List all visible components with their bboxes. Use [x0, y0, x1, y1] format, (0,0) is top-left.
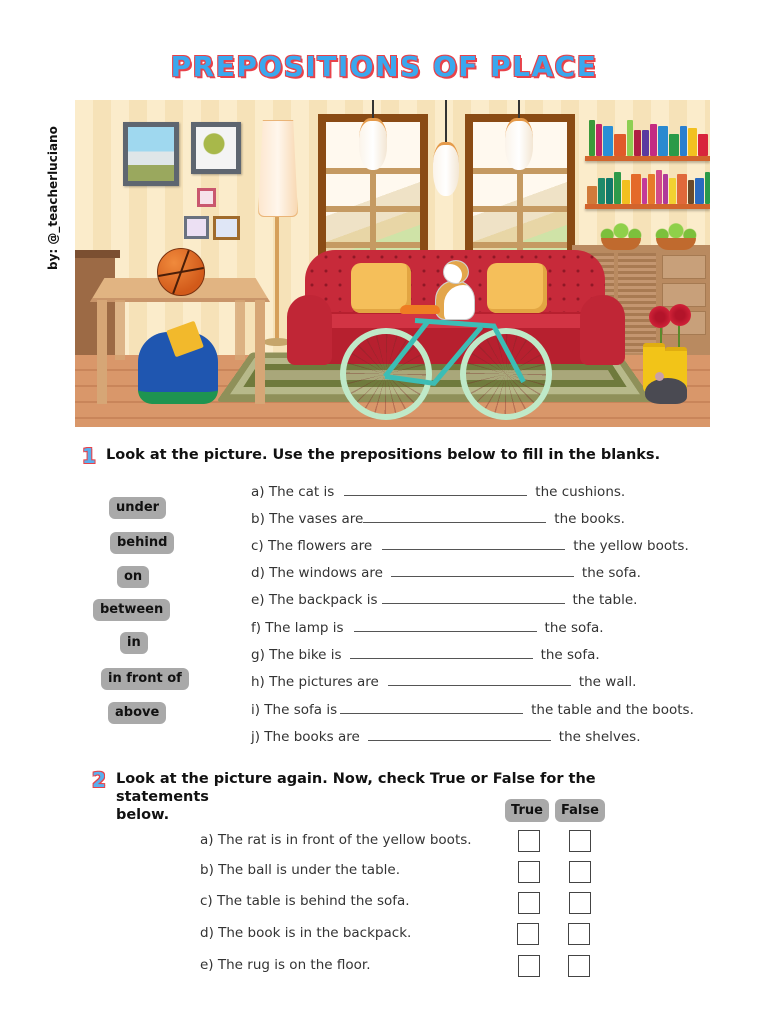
- true-checkbox-b[interactable]: [518, 861, 540, 883]
- false-checkbox-b[interactable]: [569, 861, 591, 883]
- bookshelf-top: [587, 118, 710, 156]
- living-room-illustration: [75, 100, 710, 427]
- sentence-text: a) The cat is: [251, 484, 335, 500]
- statement-d: d) The book is in the backpack.: [200, 925, 412, 941]
- answer-blank[interactable]: [354, 620, 537, 632]
- exercise-1-header: [82, 446, 660, 466]
- exercise-1-instruction: Look at the picture. Use the prepositions below to fill in the blanks.: [106, 447, 661, 463]
- false-column-header: False: [555, 799, 605, 822]
- sentence-text: g) The bike is: [251, 647, 342, 663]
- word-chip-behind[interactable]: behind: [110, 532, 174, 554]
- pendant-lamp-left: [359, 118, 387, 170]
- false-checkbox-e[interactable]: [568, 955, 590, 977]
- answer-blank[interactable]: [368, 729, 551, 741]
- sentence-text: the sofa.: [581, 565, 641, 581]
- true-checkbox-e[interactable]: [518, 955, 540, 977]
- false-checkbox-a[interactable]: [569, 830, 591, 852]
- answer-blank[interactable]: [388, 674, 571, 686]
- bike-wheel-front: [460, 328, 552, 420]
- word-chip-in-front-of[interactable]: in front of: [101, 668, 189, 690]
- answer-blank[interactable]: [363, 511, 546, 523]
- true-checkbox-a[interactable]: [518, 830, 540, 852]
- statement-a: a) The rat is in front of the yellow boots.: [200, 832, 472, 848]
- sentence-text: the wall.: [578, 674, 637, 690]
- sentence-text: f) The lamp is: [251, 620, 344, 636]
- word-chip-between[interactable]: between: [93, 599, 170, 621]
- sentence-text: the table and the boots.: [531, 702, 694, 718]
- plant-pot-right: [656, 238, 696, 250]
- answer-blank[interactable]: [391, 565, 574, 577]
- sentence-b: [251, 511, 625, 527]
- sentence-text: the yellow boots.: [573, 538, 689, 554]
- statement-c: c) The table is behind the sofa.: [200, 893, 410, 909]
- answer-blank[interactable]: [340, 702, 523, 714]
- sentence-text: the books.: [554, 511, 625, 527]
- floor-lamp-shade: [258, 120, 298, 217]
- statement-e: e) The rug is on the floor.: [200, 957, 371, 973]
- picture-frame-small-pink: [197, 188, 216, 207]
- answer-blank[interactable]: [344, 484, 527, 496]
- plant-pot-left: [601, 238, 641, 250]
- sentence-text: the sofa.: [544, 620, 604, 636]
- answer-blank[interactable]: [350, 647, 533, 659]
- sentence-a: [251, 484, 625, 500]
- answer-blank[interactable]: [382, 592, 565, 604]
- sentence-text: b) The vases are: [251, 511, 364, 527]
- shelf-bottom: [585, 204, 710, 209]
- false-checkbox-d[interactable]: [568, 923, 590, 945]
- red-flower: [649, 306, 671, 328]
- shelf-top: [585, 156, 710, 161]
- word-chip-under[interactable]: under: [109, 497, 166, 519]
- sentence-text: j) The books are: [251, 729, 360, 745]
- page-title: PREPOSITIONS OF PLACE: [170, 50, 598, 83]
- table-leg: [97, 300, 107, 404]
- floor-lamp-pole: [275, 217, 279, 342]
- basketball: [157, 248, 205, 296]
- sofa-arm-left: [287, 295, 332, 365]
- sentence-text: i) The sofa is: [251, 702, 338, 718]
- bookshelf-bottom: [587, 170, 710, 204]
- sentence-text: h) The pictures are: [251, 674, 379, 690]
- red-flower: [669, 304, 691, 326]
- picture-frame-landscape: [123, 122, 179, 186]
- table-leg: [235, 300, 245, 360]
- picture-frame-small-purple: [184, 216, 209, 239]
- word-chip-on[interactable]: on: [117, 566, 149, 588]
- author-credit: by: @_teacherluciano: [46, 126, 60, 270]
- cushion-right: [487, 263, 547, 313]
- instruction-line: below.: [115, 807, 170, 823]
- picture-frame-small-blue: [213, 216, 240, 240]
- lamp-cord: [445, 100, 447, 144]
- picture-frame-flowers: [191, 122, 241, 174]
- sentence-text: d) The windows are: [251, 565, 383, 581]
- sentence-f: [251, 620, 604, 636]
- lamp-cord: [518, 100, 520, 120]
- statement-b: b) The ball is under the table.: [200, 862, 400, 878]
- sentence-text: the sofa.: [540, 647, 600, 663]
- sentence-e: [251, 592, 637, 608]
- true-checkbox-d[interactable]: [517, 923, 539, 945]
- sentence-h: [251, 674, 636, 690]
- sentence-g: [251, 647, 600, 663]
- answer-blank[interactable]: [382, 538, 565, 550]
- true-checkbox-c[interactable]: [518, 892, 540, 914]
- rat: [645, 378, 687, 404]
- sentence-text: e) The backpack is: [251, 592, 378, 608]
- sofa-arm-right: [580, 295, 625, 365]
- sentence-c: [251, 538, 689, 554]
- false-checkbox-c[interactable]: [569, 892, 591, 914]
- exercise-2-instruction: [116, 770, 692, 824]
- sentence-j: [251, 729, 641, 745]
- true-column-header: True: [505, 799, 549, 822]
- table-leg: [255, 300, 265, 404]
- instruction-line: Look at the picture again. Now, check True or False for the statements: [115, 771, 596, 805]
- table-leg: [115, 300, 125, 360]
- sentence-d: [251, 565, 641, 581]
- sentence-text: the cushions.: [535, 484, 626, 500]
- stair-step: [75, 250, 120, 258]
- pendant-lamp-middle: [433, 142, 459, 196]
- word-chip-above[interactable]: above: [108, 702, 166, 724]
- sentence-text: c) The flowers are: [251, 538, 373, 554]
- stair-wall: [75, 250, 115, 360]
- sentence-text: the table.: [572, 592, 638, 608]
- rat-ear: [655, 372, 664, 381]
- exercise-number-2: 2: [92, 768, 106, 792]
- exercise-number-1: 1: [82, 444, 96, 468]
- word-chip-in[interactable]: in: [120, 632, 148, 654]
- sentence-text: the shelves.: [558, 729, 641, 745]
- cat: [435, 260, 475, 320]
- lamp-cord: [372, 100, 374, 120]
- sentence-i: [251, 702, 694, 718]
- pendant-lamp-right: [505, 118, 533, 170]
- bike-seat: [400, 305, 440, 314]
